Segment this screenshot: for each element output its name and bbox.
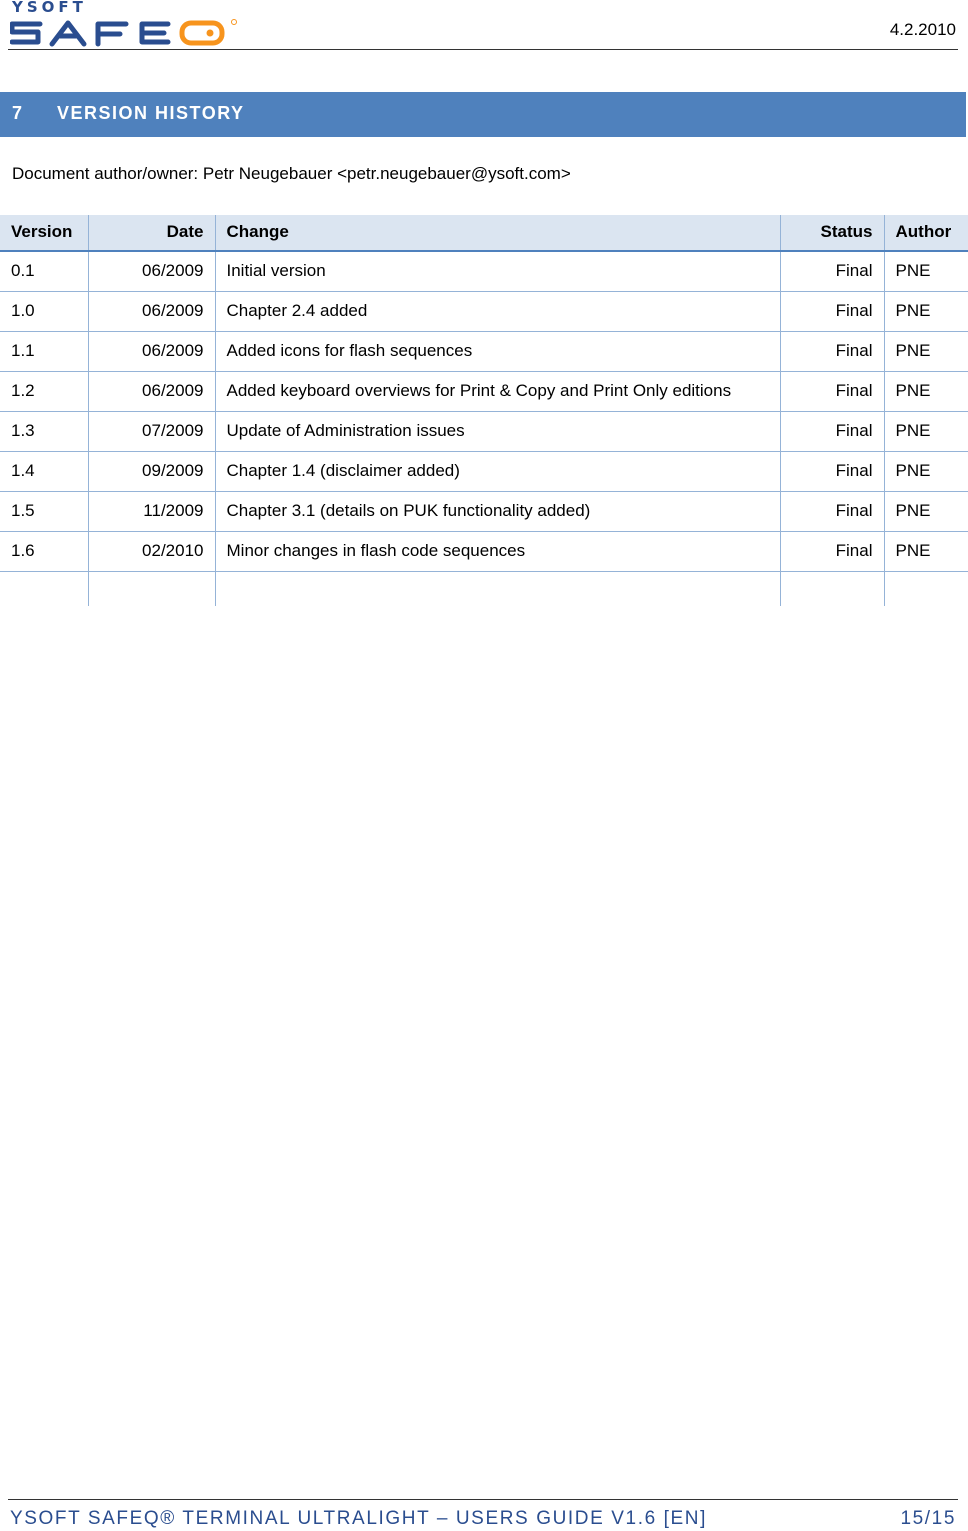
table-row [0,492,968,532]
empty-cell [780,572,884,606]
date-cell: 09/2009 [88,452,215,492]
version-history-table [0,215,968,606]
table-header-row [0,215,968,251]
author-cell: PNE [884,452,968,492]
column-header-status: Status [780,215,884,251]
empty-cell [215,572,780,606]
status-cell: Final [780,412,884,452]
column-header-author: Author [884,215,968,251]
author-cell: PNE [884,332,968,372]
header-divider [8,49,958,50]
section-number: 7 [12,103,24,123]
table-row [0,452,968,492]
change-cell: Chapter 2.4 added [215,292,780,332]
change-cell: Update of Administration issues [215,412,780,452]
status-cell: Final [780,251,884,292]
change-cell: Minor changes in flash code sequences [215,532,780,572]
author-cell: PNE [884,372,968,412]
page-header [0,0,968,52]
status-cell: Final [780,492,884,532]
section-title: VERSION HISTORY [57,103,245,123]
status-cell: Final [780,332,884,372]
version-cell: 1.4 [0,452,88,492]
date-cell: 02/2010 [88,532,215,572]
change-cell: Chapter 3.1 (details on PUK functionality added) [215,492,780,532]
table-row [0,412,968,452]
table-row [0,332,968,372]
table-row [0,372,968,412]
column-header-version: Version [0,215,88,251]
status-cell: Final [780,292,884,332]
version-cell: 1.3 [0,412,88,452]
header-date: 4.2.2010 [889,20,956,39]
table-row-empty [0,572,968,606]
change-cell: Initial version [215,251,780,292]
document-author-line: Document author/owner: Petr Neugebauer <petr.neugebauer@ysoft.com> [12,164,571,183]
date-cell: 07/2009 [88,412,215,452]
version-cell: 1.2 [0,372,88,412]
ysoft-safeq-logo [10,0,240,48]
footer-document-title: YSOFT SAFEQ® TERMINAL ULTRALIGHT – USERS GUIDE V1.6 [EN] [10,1508,707,1529]
version-cell: 1.5 [0,492,88,532]
date-cell: 06/2009 [88,372,215,412]
logo-ysoft-text: YSOFT [12,0,87,16]
empty-cell [0,572,88,606]
empty-cell [88,572,215,606]
date-cell: 06/2009 [88,332,215,372]
version-cell: 1.6 [0,532,88,572]
status-cell: Final [780,372,884,412]
column-header-change: Change [215,215,780,251]
date-cell: 06/2009 [88,251,215,292]
empty-cell [884,572,968,606]
change-cell: Added keyboard overviews for Print & Copy and Print Only editions [215,372,780,412]
author-cell: PNE [884,292,968,332]
footer-divider [8,1499,958,1500]
column-header-date: Date [88,215,215,251]
date-cell: 11/2009 [88,492,215,532]
author-cell: PNE [884,492,968,532]
version-cell: 1.1 [0,332,88,372]
table-row [0,292,968,332]
section-heading [0,92,966,137]
author-cell: PNE [884,532,968,572]
status-cell: Final [780,452,884,492]
version-cell: 0.1 [0,251,88,292]
version-cell: 1.0 [0,292,88,332]
author-cell: PNE [884,251,968,292]
table-row [0,532,968,572]
author-cell: PNE [884,412,968,452]
change-cell: Chapter 1.4 (disclaimer added) [215,452,780,492]
date-cell: 06/2009 [88,292,215,332]
table-row [0,251,968,292]
footer-page-number: 15/15 [900,1508,956,1529]
change-cell: Added icons for flash sequences [215,332,780,372]
safeq-wordmark-icon [10,18,240,48]
status-cell: Final [780,532,884,572]
